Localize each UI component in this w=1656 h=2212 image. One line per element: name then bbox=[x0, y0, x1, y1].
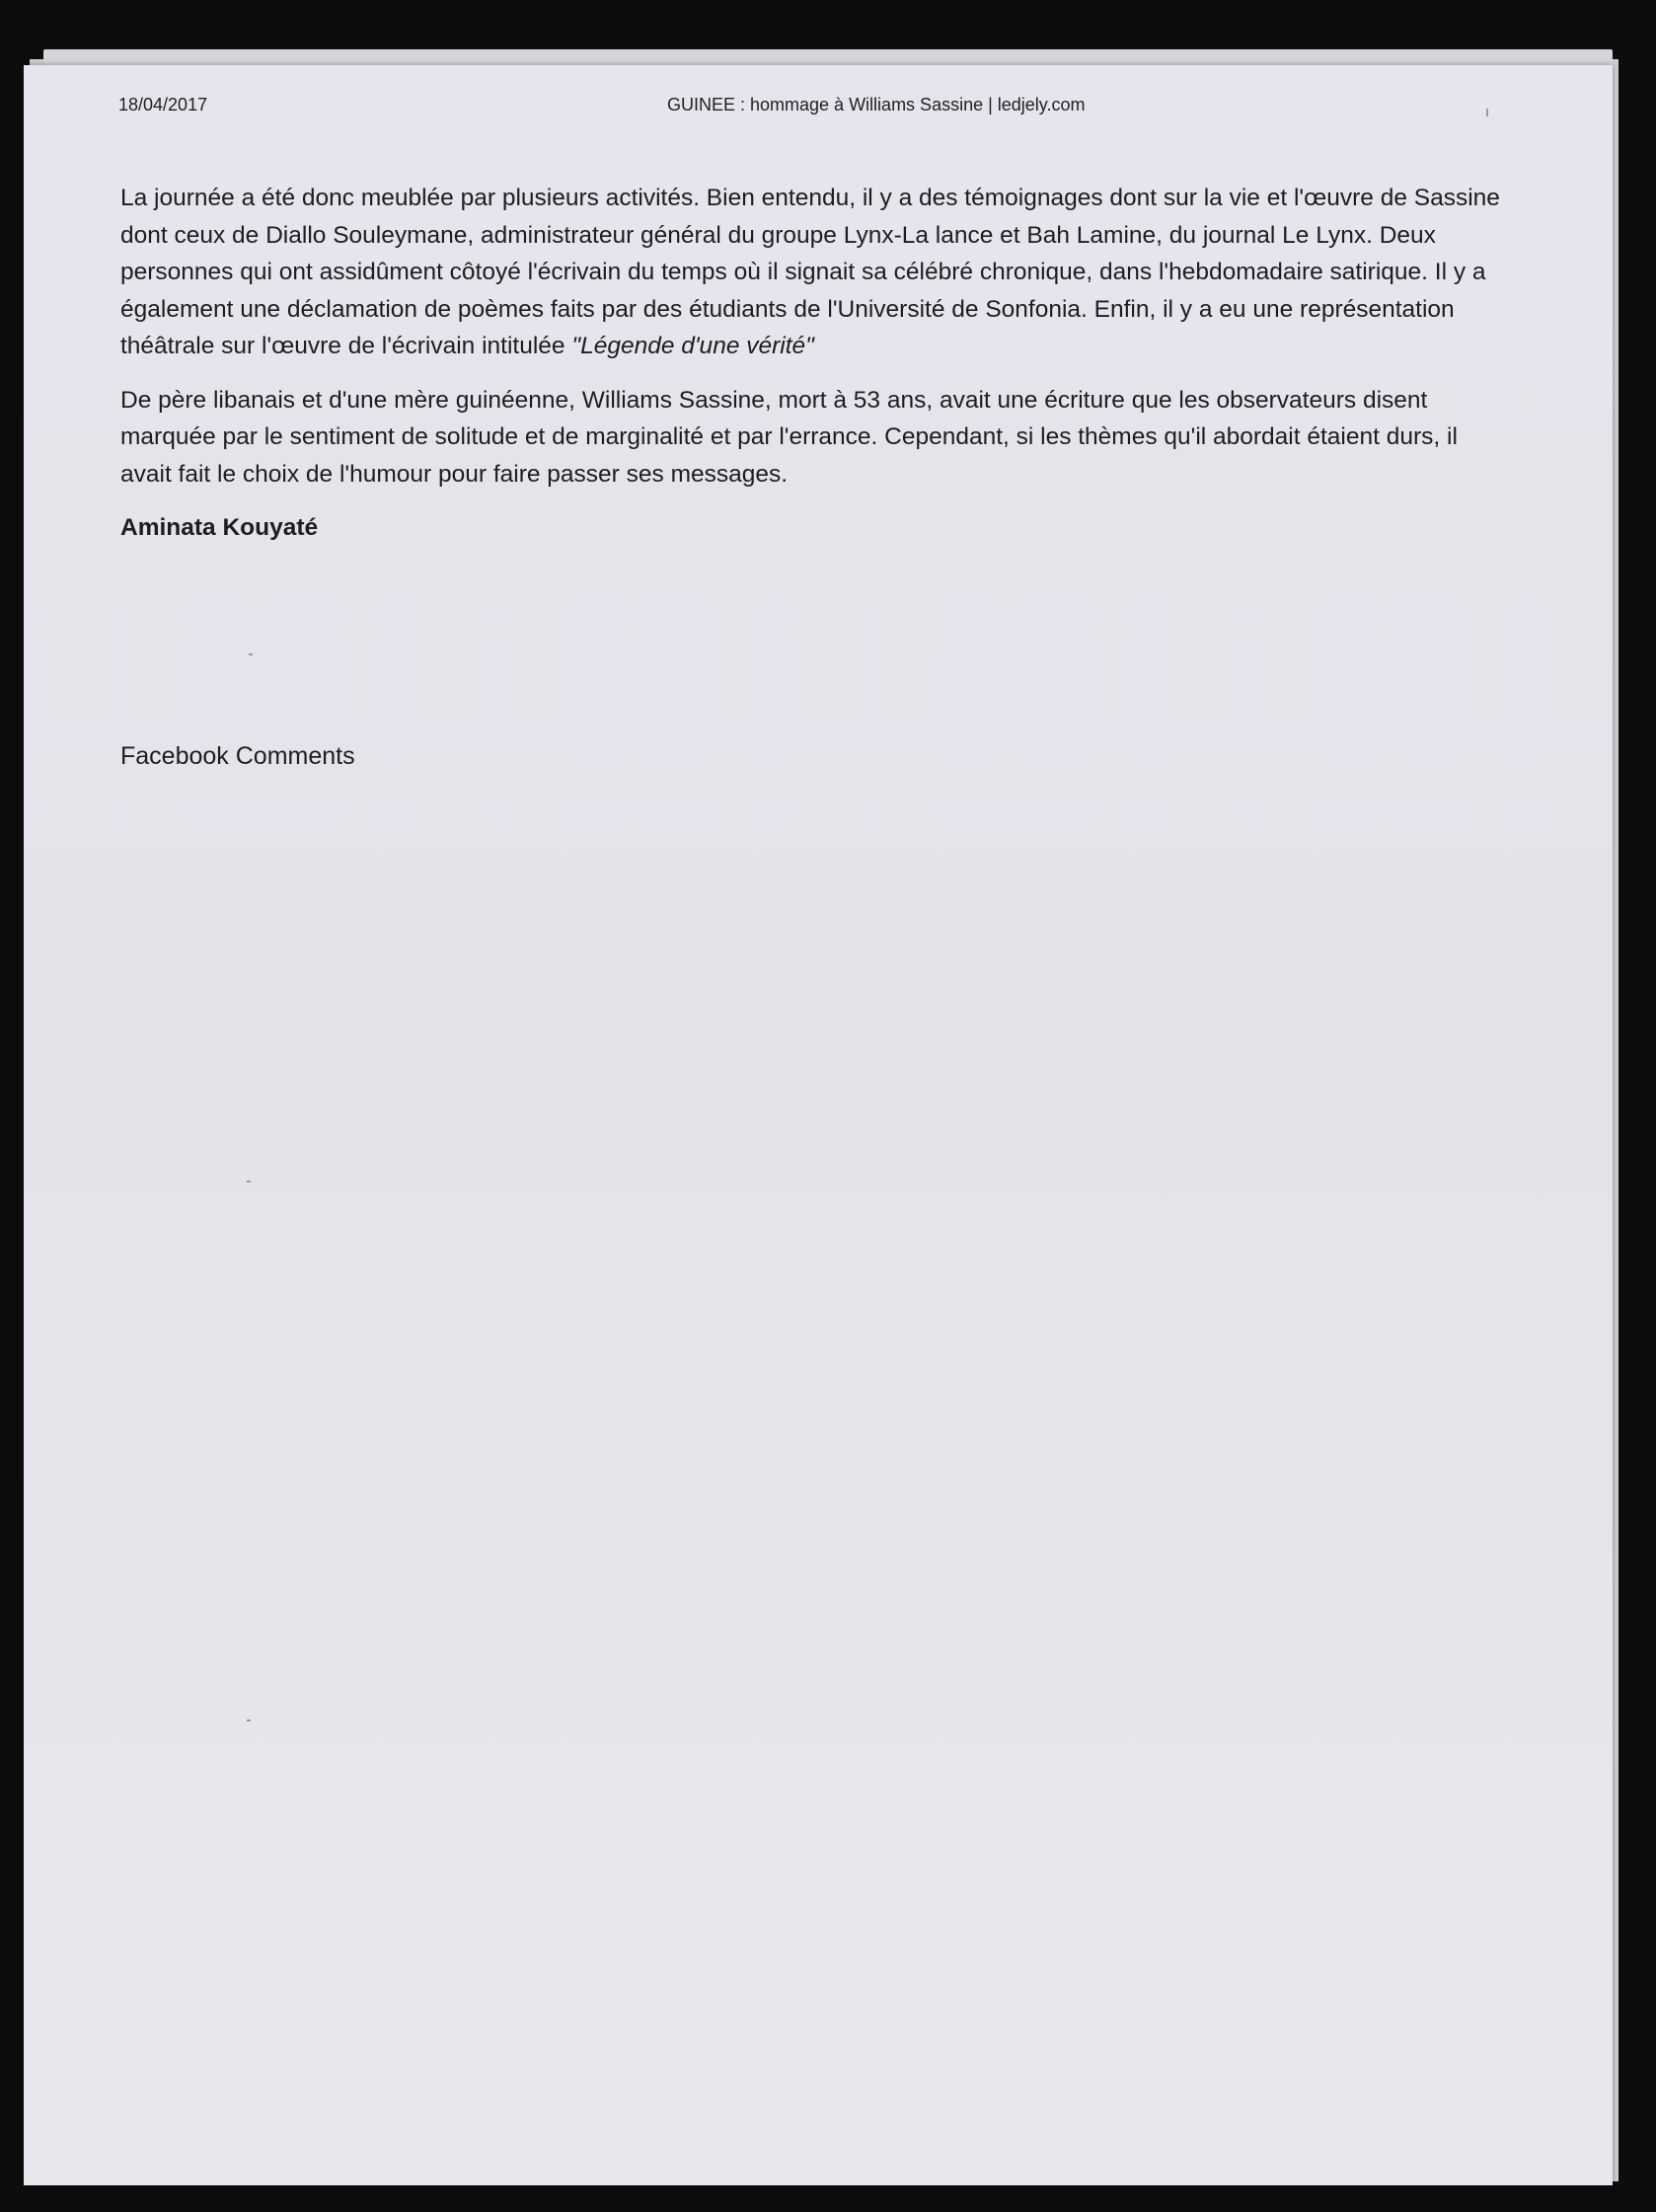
print-date: 18/04/2017 bbox=[118, 95, 208, 114]
print-header bbox=[118, 95, 1518, 124]
paper-speck bbox=[247, 1181, 251, 1182]
article-author: Aminata Kouyaté bbox=[120, 514, 319, 541]
paragraph-biography: De père libanais et d'une mère guinéenne, Williams Sassine, mort à 53 ans, avait une écriture que les observateurs disent marquée par le sentiment de solitude et de marginalité et par l'errance. Cependant, si les thèmes qu'il abordait étaient durs, il avait fait le choix de l'humour pour faire passer ses messages. bbox=[120, 386, 1458, 488]
paragraph-activities bbox=[120, 180, 1502, 365]
paper-speck bbox=[247, 1719, 251, 1721]
paragraph-activities-text: La journée a été donc meublée par plusieurs activités. Bien entendu, il y a des témoignages dont sur la vie et l'œuvre de Sassine dont ceux de Diallo Souleymane, administrateur général du groupe Lynx-La lance et Bah Lamine, du journal Le Lynx. Deux personnes qui ont assidûment côtoyé l'écrivain du temps où il signait sa célébré chronique, dans l'hebdomadaire satirique. Il y a également une déclamation de poèmes faits par des étudiants de l'Université de Sonfonia. Enfin, il y a eu une représentation théâtrale sur l'œuvre de l'écrivain intitulée bbox=[120, 185, 1500, 359]
article-body bbox=[120, 180, 1502, 564]
printed-page bbox=[24, 65, 1613, 2185]
paper-speck bbox=[1486, 109, 1488, 116]
print-page-title: GUINEE : hommage à Williams Sassine | ledjely.com bbox=[667, 95, 1086, 114]
paper-speck bbox=[249, 653, 253, 655]
facebook-comments-link[interactable]: Facebook Comments bbox=[120, 742, 355, 770]
play-title: "Légende d'une vérité" bbox=[571, 333, 814, 359]
